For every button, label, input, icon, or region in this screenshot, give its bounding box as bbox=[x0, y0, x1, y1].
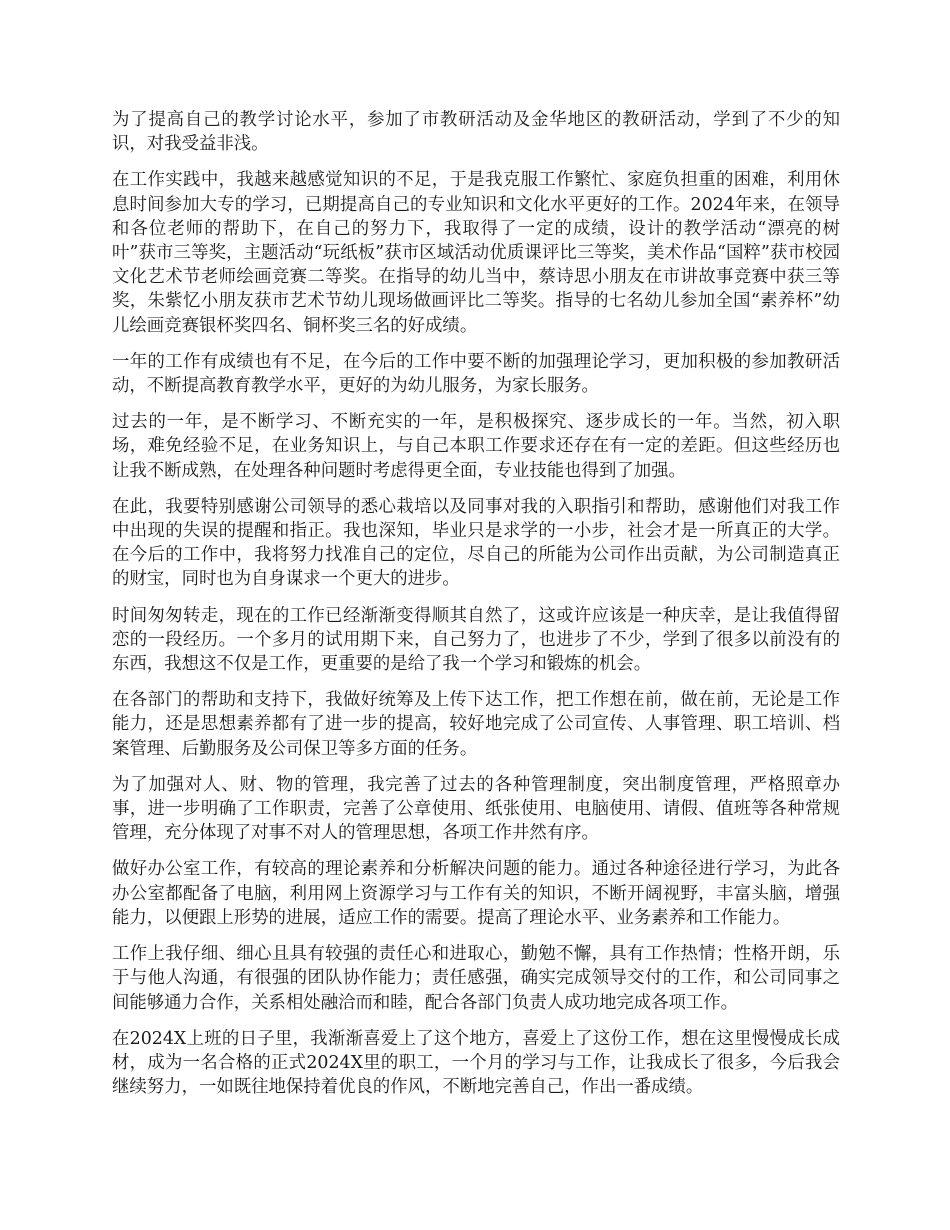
paragraph-4: 过去的一年，是不断学习、不断充实的一年，是积极探究、逐步成长的一年。当然，初入职场，难免经验不足，在业务知识上，与自己本职工作要求还存在有一定的差距。但这些经历也让我不断成熟，在处理各种问题时考虑得更全面，专业技能也得到了加强。 bbox=[112, 412, 840, 481]
document-body bbox=[112, 108, 840, 1111]
paragraph-1: 为了提高自己的教学讨论水平，参加了市教研活动及金华地区的教研活动，学到了不少的知识，对我受益非浅。 bbox=[112, 110, 840, 155]
paragraph-9: 做好办公室工作，有较高的理论素养和分析解决问题的能力。通过各种途径进行学习，为此各办公室都配备了电脑，利用网上资源学习与工作有关的知识，不断开阔视野，丰富头脑，增强能力，以便跟上形势的进展，适应工作的需要。提高了理论水平、业务素养和工作能力。 bbox=[112, 859, 840, 928]
paragraph-7: 在各部门的帮助和支持下，我做好统筹及上传下达工作，把工作想在前，做在前，无论是工作能力，还是思想素养都有了进一步的提高，较好地完成了公司宣传、人事管理、职工培训、档案管理、后勤服务及公司保卫等多方面的任务。 bbox=[112, 690, 840, 759]
paragraph-6: 时间匆匆转走，现在的工作已经渐渐变得顺其自然了，这或许应该是一种庆幸，是让我值得留恋的一段经历。一个多月的试用期下来，自己努力了，也进步了不少，学到了很多以前没有的东西，我想这不仅是工作，更重要的是给了我一个学习和锻炼的机会。 bbox=[112, 605, 840, 675]
paragraph-11: 在2024X上班的日子里，我渐渐喜爱上了这个地方，喜爱上了这份工作，想在这里慢慢成长成材，成为一名合格的正式2024X里的职工，一个月的学习与工作，让我成长了很多，今后我会继续努力，一如既往地保持着优良的作风，不断地完善自己，作出一番成绩。 bbox=[112, 1028, 840, 1098]
paragraph-10: 工作上我仔细、细心且具有较强的责任心和进取心，勤勉不懈，具有工作热情；性格开朗，乐于与他人沟通，有很强的团队协作能力；责任感强，确实完成领导交付的工作，和公司同事之间能够通力合作，关系相处融洽而和睦，配合各部门负责人成功地完成各项工作。 bbox=[112, 944, 840, 1013]
paragraph-3: 一年的工作有成绩也有不足，在今后的工作中要不断的加强理论学习，更加积极的参加教研活动，不断提高教育教学水平，更好的为幼儿服务，为家长服务。 bbox=[112, 351, 840, 397]
paragraph-8: 为了加强对人、财、物的管理，我完善了过去的各种管理制度，突出制度管理，严格照章办事，进一步明确了工作职责，完善了公章使用、纸张使用、电脑使用、请假、值班等各种常规管理，充分体现了对事不对人的管理思想，各项工作井然有序。 bbox=[112, 774, 840, 844]
paragraph-5: 在此，我要特别感谢公司领导的悉心栽培以及同事对我的入职指引和帮助，感谢他们对我工作中出现的失误的提醒和指正。我也深知，毕业只是求学的一小步，社会才是一所真正的大学。在今后的工作中，我将努力找准自己的定位，尽自己的所能为公司作出贡献，为公司制造真正的财宝，同时也为自身谋求一个更大的进步。 bbox=[112, 496, 840, 590]
paragraph-2: 在工作实践中，我越来越感觉知识的不足，于是我克服工作繁忙、家庭负担重的困难，利用休息时间参加大专的学习，已期提高自己的专业知识和文化水平更好的工作。2024年来，在领导和各位老师的帮助下，在自己的努力下，我取得了一定的成绩，设计的教学活动“漂亮的树叶”获市三等奖，主题活动“玩纸板”获市区域活动优质课评比三等奖，美术作品“国粹”获市校园文化艺术节老师绘画竞赛二等奖。在指导的幼儿当中，蔡诗思小朋友在市讲故事竞赛中获三等奖，朱紫忆小朋友获市艺术节幼儿现场做画评比二等奖。指导的七名幼儿参加全国“素养杯”幼儿绘画竞赛银杯奖四名、铜杯奖三名的好成绩。 bbox=[112, 170, 840, 336]
